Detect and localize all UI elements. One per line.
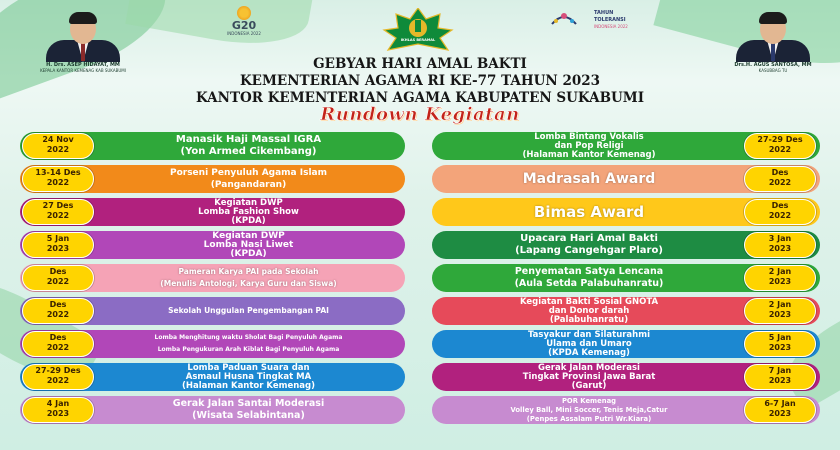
date-year: 2023 bbox=[768, 310, 792, 319]
schedule-item bbox=[432, 231, 820, 259]
event-text-line: (Pangandaran) bbox=[210, 180, 287, 190]
date-badge bbox=[22, 265, 94, 291]
event-description bbox=[438, 264, 740, 292]
schedule-item bbox=[432, 198, 820, 226]
event-text-line: Tingkat Provinsi Jawa Barat bbox=[522, 371, 656, 382]
schedule-item bbox=[20, 132, 405, 160]
event-text-line: Volley Ball, Mini Soccer, Tenis Meja,Catur bbox=[510, 405, 668, 414]
date-year: 2023 bbox=[768, 277, 792, 286]
event-text-line: Kegiatan DWP bbox=[212, 230, 285, 241]
portrait-right bbox=[718, 10, 828, 62]
date-day-month: 2 Jan bbox=[768, 300, 792, 309]
date-badge bbox=[744, 166, 816, 192]
event-text-line: Lomba Fashion Show bbox=[198, 206, 299, 217]
date-year: 2023 bbox=[46, 244, 70, 253]
event-text-line: dan Pop Religi bbox=[554, 140, 624, 151]
date-day-month: Des bbox=[771, 201, 789, 210]
event-text-line: Lomba Menghitung waktu Sholat Bagi Penyuluh Agama bbox=[154, 334, 343, 341]
portrait-left bbox=[28, 10, 138, 62]
date-day-month: 2 Jan bbox=[768, 267, 792, 276]
event-text-line: Porseni Penyuluh Agama Islam bbox=[169, 168, 328, 178]
date-day-month: Des bbox=[49, 333, 67, 342]
event-text-line: POR Kemenag bbox=[561, 396, 617, 405]
date-year: 2022 bbox=[46, 310, 70, 319]
event-text-line: (Menulis Antologi, Karya Guru dan Siswa) bbox=[160, 279, 337, 288]
event-text-line: Asmaul Husna Tingkat MA bbox=[185, 371, 312, 382]
event-description bbox=[438, 132, 740, 160]
star-emblem-icon bbox=[366, 8, 470, 52]
event-description bbox=[96, 363, 401, 391]
event-text-line: (Penpes Assalam Putri Wr.Kiara) bbox=[526, 414, 652, 423]
schedule-item bbox=[20, 198, 405, 226]
event-text-line: Tasyakur dan Silaturahmi bbox=[527, 329, 650, 340]
event-text-line: Kegiatan Bakti Sosial GNOTA bbox=[519, 296, 659, 307]
date-day-month: Des bbox=[49, 300, 67, 309]
event-text-line: (KPDA) bbox=[231, 215, 266, 226]
event-text-line: Sekolah Unggulan Pengembangan PAI bbox=[168, 306, 329, 315]
date-badge bbox=[744, 397, 816, 423]
event-text-line: Lomba Bintang Vokalis bbox=[534, 131, 644, 142]
date-year: 2022 bbox=[768, 145, 792, 154]
date-badge bbox=[22, 397, 94, 423]
date-badge bbox=[22, 298, 94, 324]
event-description bbox=[438, 165, 740, 193]
title-line-2: KEMENTERIAN AGAMA RI KE-77 TAHUN 2023 bbox=[239, 73, 601, 89]
date-badge bbox=[22, 232, 94, 258]
date-badge bbox=[22, 133, 94, 159]
date-badge bbox=[744, 331, 816, 357]
schedule-item bbox=[432, 264, 820, 292]
date-badge bbox=[744, 364, 816, 390]
date-day-month: 5 Jan bbox=[768, 333, 792, 342]
schedule-item bbox=[20, 231, 405, 259]
date-badge bbox=[744, 133, 816, 159]
event-text-line: Manasik Haji Massal IGRA bbox=[175, 134, 322, 145]
event-description bbox=[438, 330, 740, 358]
date-year: 2023 bbox=[768, 409, 792, 418]
event-description bbox=[438, 363, 740, 391]
event-text-line: (Wisata Selabintana) bbox=[192, 410, 305, 421]
date-badge bbox=[22, 166, 94, 192]
g20-logo bbox=[222, 6, 266, 36]
date-day-month: 27-29 Des bbox=[35, 366, 81, 375]
event-text-line: (KPDA Kemenag) bbox=[548, 347, 630, 358]
date-day-month: 4 Jan bbox=[46, 399, 70, 408]
date-day-month: 5 Jan bbox=[46, 234, 70, 243]
title-line-1: GEBYAR HARI AMAL BAKTI bbox=[313, 56, 527, 72]
date-day-month: Des bbox=[771, 168, 789, 177]
schedule-item bbox=[432, 396, 820, 424]
date-badge bbox=[22, 364, 94, 390]
date-year: 2023 bbox=[768, 343, 792, 352]
date-year: 2023 bbox=[768, 376, 792, 385]
event-text-line: (Halaman Kantor Kemenag) bbox=[522, 149, 656, 160]
date-year: 2023 bbox=[768, 244, 792, 253]
toleransi-emblem-icon bbox=[550, 8, 578, 28]
event-description bbox=[96, 297, 401, 325]
event-text-line: Lomba Pengukuran Arah Kiblat Bagi Penyuluh Agama bbox=[157, 346, 340, 353]
event-description bbox=[438, 396, 740, 424]
person-right-role: KASUBBAG TU bbox=[758, 68, 788, 73]
event-description bbox=[438, 231, 740, 259]
tahun-line3: INDONESIA 2022 bbox=[594, 24, 628, 29]
schedule-item bbox=[432, 363, 820, 391]
tahun-line1: TAHUN bbox=[594, 10, 614, 16]
date-day-month: 27 Des bbox=[42, 201, 74, 210]
event-description bbox=[96, 132, 401, 160]
event-text-line: Upacara Hari Amal Bakti bbox=[520, 233, 658, 244]
date-day-month: Des bbox=[49, 267, 67, 276]
date-badge bbox=[22, 331, 94, 357]
schedule-item bbox=[432, 165, 820, 193]
kemenag-label: IKHLAS BERAMAL bbox=[400, 38, 436, 42]
event-text-line: Madrasah Award bbox=[522, 171, 656, 187]
date-year: 2022 bbox=[46, 178, 70, 187]
event-text-line: Kegiatan DWP bbox=[214, 197, 283, 208]
schedule-item bbox=[20, 363, 405, 391]
date-year: 2022 bbox=[46, 277, 70, 286]
event-description bbox=[438, 198, 740, 226]
caption-right bbox=[703, 62, 840, 73]
tahun-line2: TOLERANSI bbox=[594, 17, 626, 23]
event-text-line: Penyematan Satya Lencana bbox=[514, 266, 664, 277]
title-line-3: KANTOR KEMENTERIAN AGAMA KABUPATEN SUKABUMI bbox=[195, 90, 645, 106]
person-right-name: Drs.H. AGUS SANTOSA, MM bbox=[734, 62, 812, 68]
date-badge bbox=[744, 199, 816, 225]
date-year: 2022 bbox=[46, 343, 70, 352]
schedule-item bbox=[432, 132, 820, 160]
event-text-line: Ulama dan Umaro bbox=[546, 338, 632, 349]
date-badge bbox=[22, 199, 94, 225]
g20-subtitle: INDONESIA 2022 bbox=[227, 31, 261, 36]
event-text-line: (Aula Setda Palabuhanratu) bbox=[514, 278, 664, 289]
sun-icon bbox=[237, 6, 251, 20]
date-day-month: 24 Nov bbox=[42, 135, 74, 144]
date-day-month: 27-29 Des bbox=[757, 135, 803, 144]
date-badge bbox=[744, 232, 816, 258]
header bbox=[0, 0, 840, 125]
kemenag-logo bbox=[366, 8, 470, 52]
event-text-line: Pameran Karya PAI pada Sekolah bbox=[178, 267, 319, 276]
event-description bbox=[96, 264, 401, 292]
date-day-month: 13-14 Des bbox=[35, 168, 81, 177]
event-text-line: (Garut) bbox=[571, 380, 607, 391]
event-description bbox=[96, 330, 401, 358]
schedule-item bbox=[20, 165, 405, 193]
event-description bbox=[96, 396, 401, 424]
schedule-item bbox=[432, 297, 820, 325]
date-badge bbox=[744, 298, 816, 324]
date-year: 2022 bbox=[768, 211, 792, 220]
poster-titles bbox=[120, 56, 720, 107]
event-text-line: Gerak Jalan Santai Moderasi bbox=[172, 398, 325, 409]
event-text-line: Lomba Nasi Liwet bbox=[203, 239, 294, 250]
event-text-line: (Lapang Cangehgar Plaro) bbox=[515, 245, 663, 256]
event-text-line: Lomba Paduan Suara dan bbox=[187, 362, 310, 373]
schedule-item bbox=[20, 396, 405, 424]
event-description bbox=[438, 297, 740, 325]
g20-title: G20 bbox=[231, 19, 257, 32]
schedule-item bbox=[432, 330, 820, 358]
event-text-line: Bimas Award bbox=[533, 203, 645, 221]
date-day-month: 3 Jan bbox=[768, 234, 792, 243]
event-description bbox=[96, 165, 401, 193]
schedule-item bbox=[20, 330, 405, 358]
event-description bbox=[96, 231, 401, 259]
event-text-line: Gerak Jalan Moderasi bbox=[538, 362, 640, 373]
date-year: 2023 bbox=[46, 409, 70, 418]
date-day-month: 7 Jan bbox=[768, 366, 792, 375]
event-text-line: (Palabuhanratu) bbox=[549, 314, 629, 325]
event-description bbox=[96, 198, 401, 226]
person-left-role: KEPALA KANTOR KEMENAG KAB SUKABUMI bbox=[40, 68, 126, 73]
date-day-month: 6-7 Jan bbox=[764, 399, 796, 408]
event-text-line: (Yon Armed Cikembang) bbox=[180, 146, 317, 157]
event-text-line: (Halaman Kantor Kemenag) bbox=[182, 380, 315, 391]
schedule-item bbox=[20, 297, 405, 325]
event-text-line: (KPDA) bbox=[230, 248, 267, 259]
schedule-item bbox=[20, 264, 405, 292]
rundown-heading: Rundown Kegiatan bbox=[320, 104, 520, 125]
person-left-name: H. Drs. ASEP HIDAYAT, MM bbox=[46, 62, 120, 68]
date-year: 2022 bbox=[46, 211, 70, 220]
date-year: 2022 bbox=[768, 178, 792, 187]
date-badge bbox=[744, 265, 816, 291]
date-year: 2022 bbox=[46, 376, 70, 385]
date-year: 2022 bbox=[46, 145, 70, 154]
event-text-line: dan Donor darah bbox=[548, 305, 630, 316]
